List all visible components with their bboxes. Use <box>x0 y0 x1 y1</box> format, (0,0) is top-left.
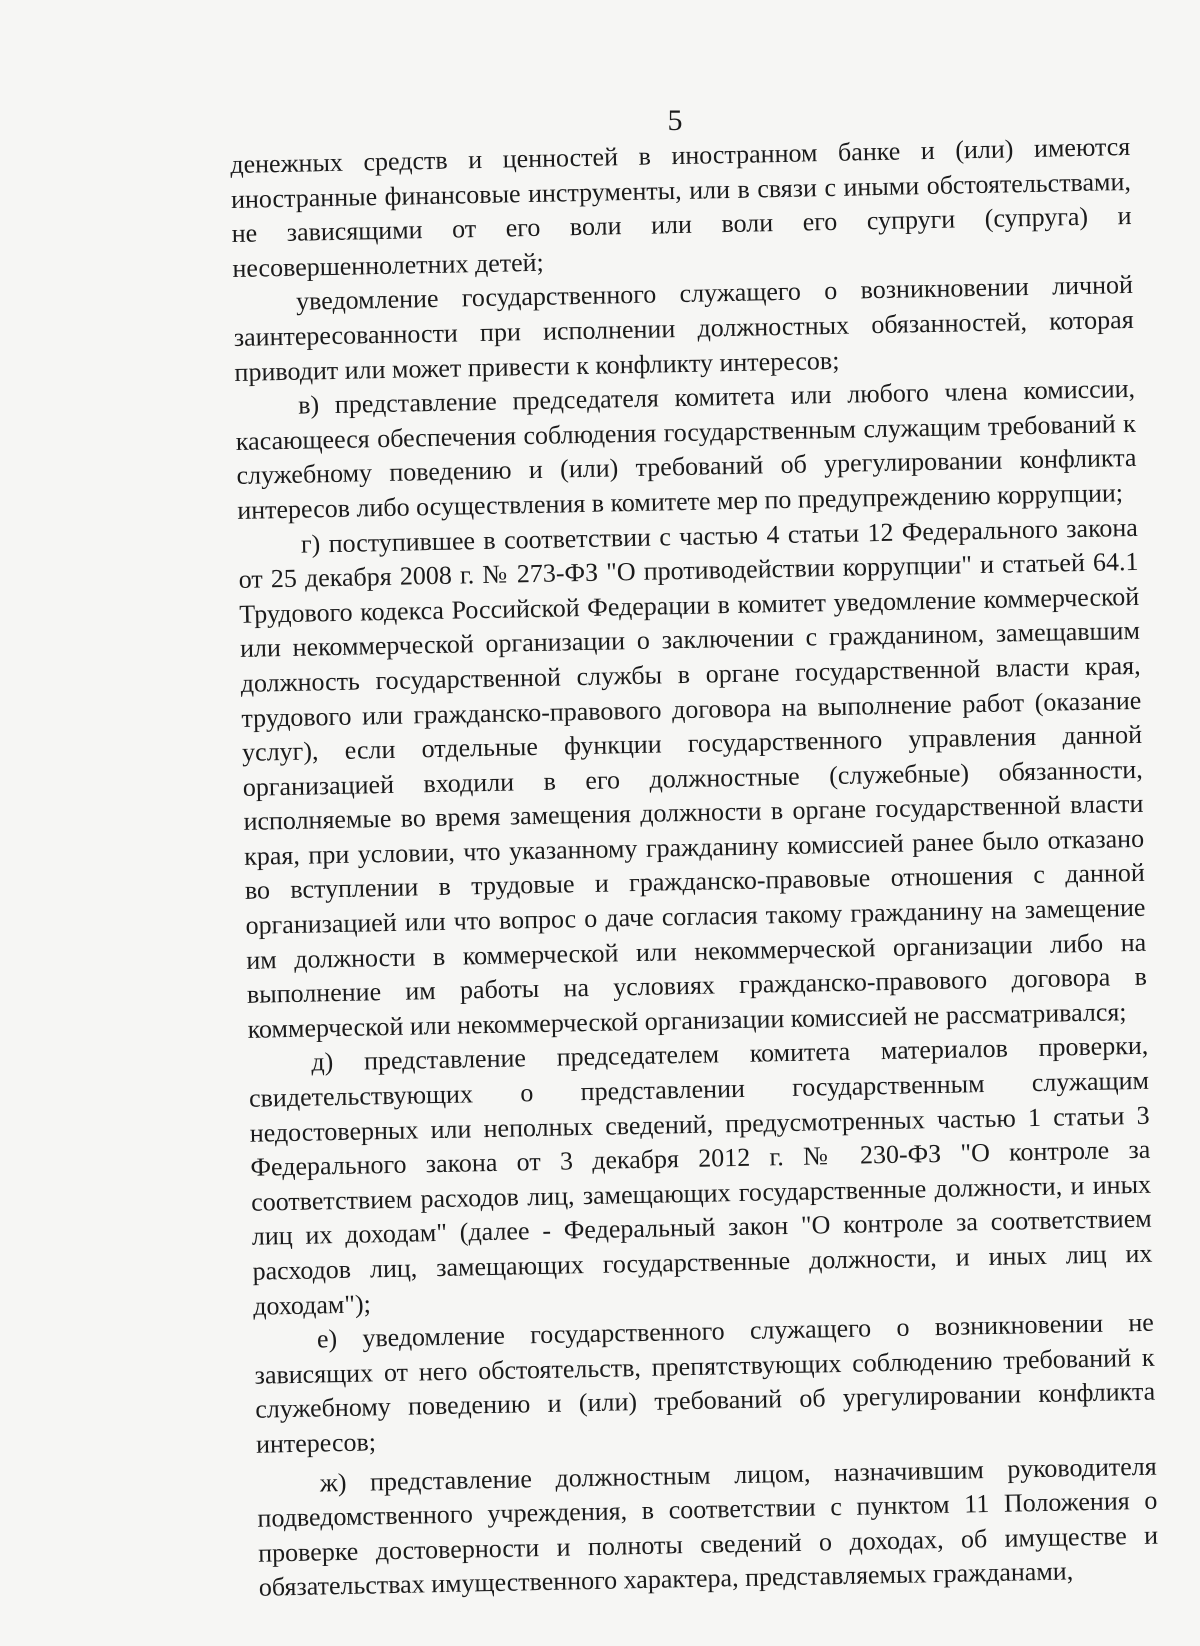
paragraph-continuation: денежных средств и ценностей в иностранном банке и (или) имеются иностранные финансовые инструменты, или в связи с иными обстоятельствами, не зависящими от его воли или воли его супруги (супруга) и несовершеннолетних детей; <box>230 131 1132 283</box>
page-number: 5 <box>667 104 683 137</box>
paragraph-item-zh: ж) представление должностным лицом, назначившим руководителя подведомственного учреждения, в соответствии с пунктом 11 Положения о проверке достоверности и полноты сведений о доходах, об имуществе и обязательствах имущественного характера, представляемых гражданами, <box>257 1451 1159 1603</box>
paragraph-item-g: г) поступившее в соответствии с частью 4 статьи 12 Федерального закона от 25 декабря 2008 г. № 273-ФЗ "О противодействии коррупции" и статьей 64.1 Трудового кодекса Российской Федерации в комитет уведомление коммерческой или некоммерческой организации о заключении с гражданином, замещавшим должность государственной службы в органе государственной власти края, трудового или гражданско-правового договора на выполнение работ (оказание услуг), если отдельные функции государственного управления данной организацией входили в его должностные (служебные) обязанности, исполняемые во время замещения должности в органе государственной власти края, при условии, что указанному гражданину комиссией ранее было отказано во вступлении в трудовые и гражданско-правовые отношения с данной организацией или что вопрос о даче согласия такому гражданину на замещение им должности в коммерческой или некоммерческой организации либо на выполнение им работы на условиях гражданско-правового договора в коммерческой или некоммерческой организации комиссией не рассматривался; <box>238 512 1148 1044</box>
paragraph-item-e: е) уведомление государственного служащего о возникновении не зависящих от него обстоятельств, препятствующих соблюдению требований к служебному поведению и (или) требований об урегулировании конфликта интересов; <box>254 1307 1156 1459</box>
paragraph-item-d: д) представление председателем комитета материалов проверки, свидетельствующих о представлении государственным служащим недостоверных или неполных сведений, предусмотренных частью 1 статьи 3 Федерального закона от 3 декабря 2012 г. № 230-ФЗ "О контроле за соответствием расходов лиц, замещающих государственные должности, и иных лиц их доходам" (далее - Федеральный закон "О контроле за соответствием расходов лиц, замещающих государственные должности, и иных лиц их доходам"); <box>248 1031 1153 1321</box>
paragraph-item-v: в) представление председателя комитета или любого члена комиссии, касающееся обеспечения соблюдения государственным служащим требований к служебному поведению и (или) требований об урегулировании конфликта интересов либо осуществления в комитете мер по предупреждению коррупции; <box>235 374 1137 525</box>
document-body <box>230 130 1159 1606</box>
paragraph-notice-conflict: уведомление государственного служащего о возникновении личной заинтересованности при исполнении должностных обязанностей, которая приводит или может привести к конфликту интересов; <box>233 270 1134 387</box>
